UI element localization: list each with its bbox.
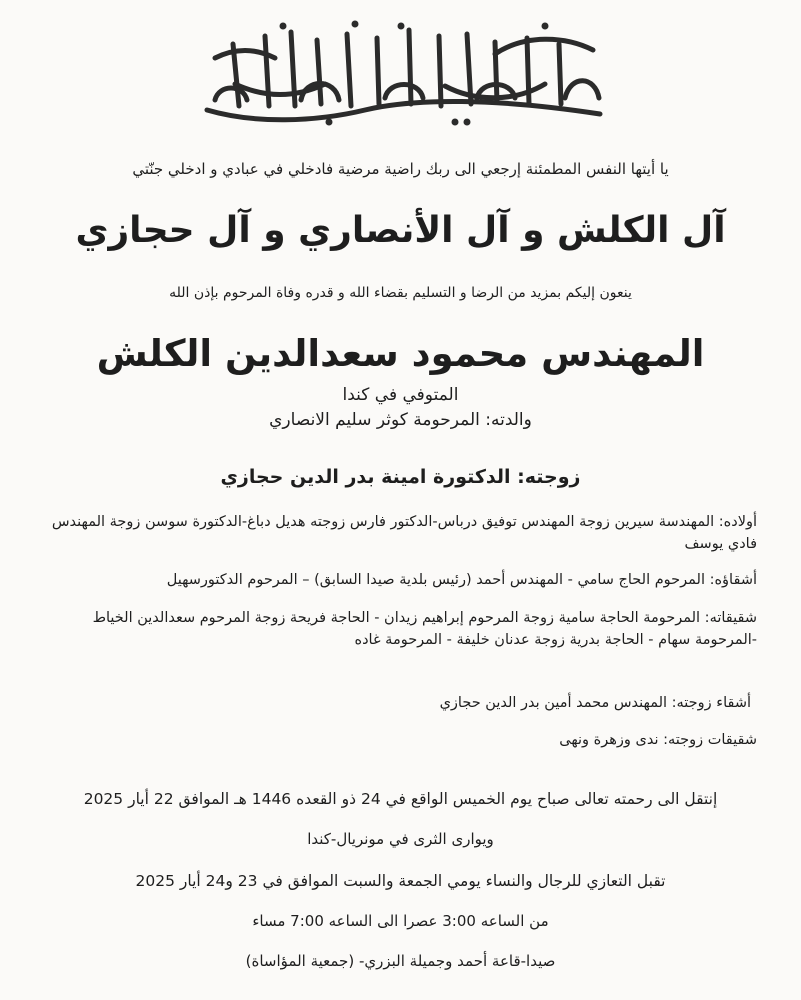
wife-brothers-line: أشقاء زوجته: المهندس محمد أمين بدر الدين حجازي	[439, 695, 751, 711]
calligraphy-heading-graphic	[195, 14, 615, 134]
death-date-line: إنتقل الى رحمته تعالى صباح يوم الخميس الواقع في 24 ذو القعده 1446 هـ الموافق 22 أيار 2025	[83, 790, 718, 808]
families-title: آل الكلش و آل الأنصاري و آل حجازي	[75, 210, 726, 251]
mother-line: والدته: المرحومة كوثر سليم الانصاري	[269, 410, 532, 430]
venue-line: صيدا-قاعة أحمد وجميلة البزري- (جمعية المؤاساة)	[245, 952, 556, 970]
death-place: المتوفي في كندا	[342, 385, 459, 405]
brothers-line: أشقاؤه: المرحوم الحاج سامي - المهندس أحمد (رئيس بلدية صيدا السابق) – المرحوم الدكتورسهيل	[166, 572, 757, 588]
wife-line: زوجته: الدكتورة امينة بدر الدين حجازي	[220, 466, 581, 488]
wife-sisters-line: شقيقات زوجته: ندى وزهرة ونهى	[559, 732, 757, 748]
burial-line: ويوارى الثرى في مونريال-كندا	[307, 830, 494, 848]
announcement-text: ينعون إليكم بمزيد من الرضا و التسليم بقضاء الله و قدره وفاة المرحوم بإذن الله	[169, 285, 632, 301]
children-line: أولاده: المهندسة سيرين زوجة المهندس توفيق درباس-الدكتور فارس زوجته هديل دباغ-الدكتورة سوسن زوجة المهندس فادي يوسف	[51, 514, 757, 552]
condolences-line: تقبل التعازي للرجال والنساء يومي الجمعة والسبت الموافق في 23 و24 أيار 2025	[135, 872, 666, 890]
sisters-line: شقيقاته: المرحومة الحاجة سامية زوجة المرحوم إبراهيم زيدان - الحاجة فريحة زوجة المرحوم سعدالدين الخياط -المرحومة سهام - الحاجة بدرية زوجة عدنان خليفة - المرحومة غاده	[92, 610, 757, 648]
verse-text: يا أيتها النفس المطمئنة إرجعي الى ربك راضية مرضية فادخلي في عبادي و ادخلي جنّتي	[132, 160, 669, 178]
hours-line: من الساعه 3:00 عصرا الى الساعه 7:00 مساء	[252, 912, 549, 930]
deceased-name: المهندس محمود سعدالدين الكلش	[96, 332, 705, 375]
